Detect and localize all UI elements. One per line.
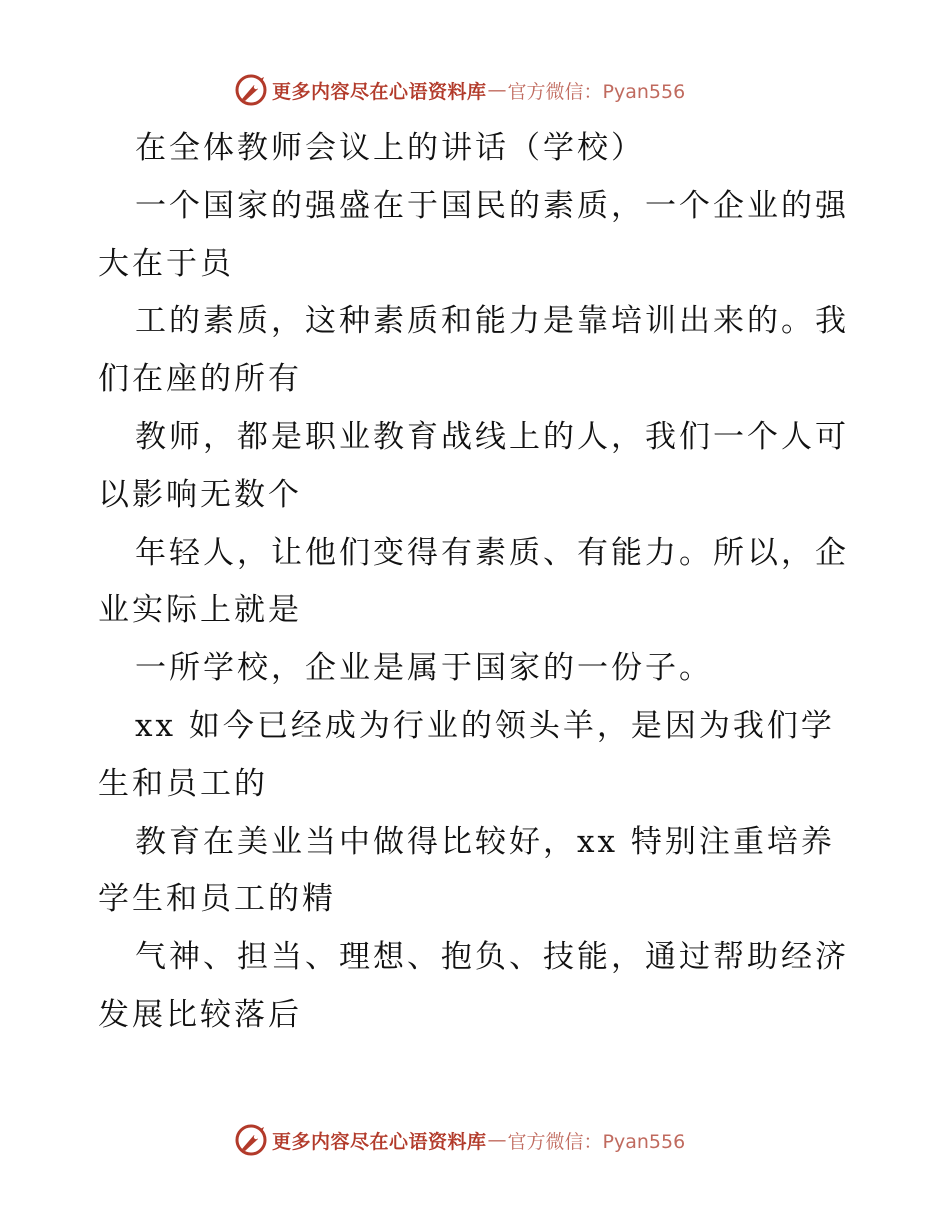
banner-dash: — bbox=[487, 79, 507, 101]
paragraph-line: 一个国家的强盛在于国民的素质，一个企业的强 bbox=[135, 187, 849, 224]
paragraph-line: 年轻人，让他们变得有素质、有能力。所以，企 bbox=[135, 534, 849, 571]
paragraph-line: 一所学校，企业是属于国家的一份子。 bbox=[135, 650, 713, 687]
paragraph-line: 以影响无数个 bbox=[98, 476, 302, 513]
paragraph-line: 发展比较落后 bbox=[98, 996, 302, 1033]
banner-wechat-text: 官方微信：Pyan556 bbox=[507, 1130, 686, 1153]
paragraph-line: 教育在美业当中做得比较好，xx 特别注重培养 bbox=[135, 823, 835, 860]
pen-nib-logo-icon bbox=[234, 73, 268, 107]
paragraph-line: 气神、担当、理想、抱负、技能，通过帮助经济 bbox=[135, 939, 849, 976]
pen-nib-logo-icon bbox=[234, 1123, 268, 1157]
paragraph-line: 业实际上就是 bbox=[98, 592, 302, 629]
document-body bbox=[98, 120, 858, 1045]
header-banner bbox=[234, 72, 685, 108]
paragraph-line: 生和员工的 bbox=[98, 765, 268, 802]
paragraph-line: 大在于员 bbox=[98, 245, 234, 282]
paragraph-line: 教师，都是职业教育战线上的人，我们一个人可 bbox=[135, 418, 849, 455]
document-title: 在全体教师会议上的讲话（学校） bbox=[135, 130, 645, 166]
banner-dash: — bbox=[487, 1129, 507, 1151]
banner-brand-text: 更多内容尽在心语资料库 bbox=[272, 80, 487, 103]
footer-banner bbox=[234, 1122, 685, 1158]
banner-brand-text: 更多内容尽在心语资料库 bbox=[272, 1130, 487, 1153]
paragraph-line: 们在座的所有 bbox=[98, 361, 302, 398]
paragraph-line: 工的素质，这种素质和能力是靠培训出来的。我 bbox=[135, 303, 849, 340]
paragraph-line: 学生和员工的精 bbox=[98, 881, 336, 918]
banner-wechat-text: 官方微信：Pyan556 bbox=[507, 80, 686, 103]
paragraph-line: xx 如今已经成为行业的领头羊，是因为我们学 bbox=[135, 707, 835, 744]
